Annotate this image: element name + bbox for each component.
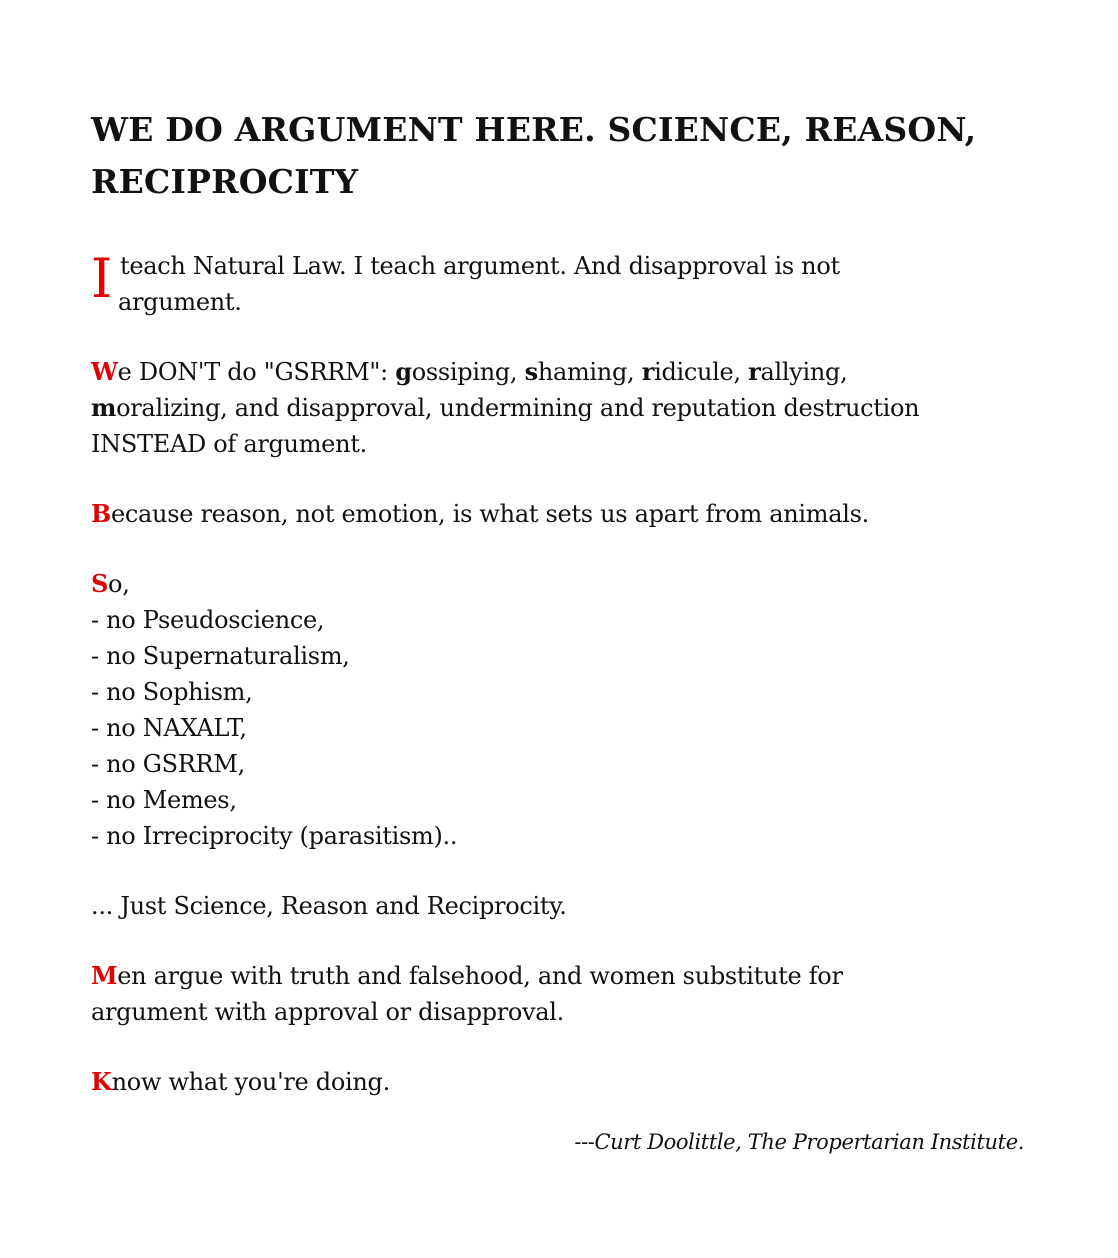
list-item: - no NAXALT,	[91, 714, 247, 742]
so-text: o,	[108, 570, 130, 598]
because-initial: B	[91, 499, 111, 528]
signature: ---Curt Doolittle, The Propertarian Institute.	[574, 1130, 1024, 1154]
drop-cap: I	[91, 247, 113, 310]
gsrrm-word-rallying: allying,	[760, 358, 848, 386]
gsrrm-word-shaming: haming,	[537, 358, 642, 386]
gsrrm-initial: W	[91, 357, 118, 386]
men-paragraph	[91, 958, 1031, 1030]
list-item: - no Supernaturalism,	[91, 642, 350, 670]
men-initial: M	[91, 961, 118, 990]
list-item: - no Irreciprocity (parasitism)..	[91, 822, 458, 850]
gsrrm-letter-r1: r	[641, 357, 655, 386]
document-page	[91, 104, 1031, 1100]
list-item: - no Memes,	[91, 786, 237, 814]
so-initial: S	[91, 569, 109, 598]
rules-list	[91, 602, 1031, 854]
gsrrm-paragraph	[91, 354, 1031, 462]
list-item: - no GSRRM,	[91, 750, 245, 778]
intro-line-1: teach Natural Law. I teach argument. And disapproval is not	[120, 252, 840, 280]
intro-line-2: argument.	[118, 288, 242, 316]
document-body	[91, 248, 1031, 1100]
know-initial: K	[91, 1067, 112, 1096]
know-paragraph	[91, 1064, 1031, 1100]
list-item: - no Sophism,	[91, 678, 253, 706]
know-text: now what you're doing.	[111, 1068, 390, 1096]
gsrrm-word-ridicule: idicule,	[654, 358, 749, 386]
gsrrm-letter-r2: r	[748, 357, 761, 386]
gsrrm-letter-m: m	[91, 393, 117, 422]
gsrrm-word-moralizing: oralizing, and disapproval, undermining and reputation destruction	[116, 394, 920, 422]
men-line-1: en argue with truth and falsehood, and women substitute for	[117, 962, 843, 990]
men-line-2: argument with approval or disapproval.	[91, 998, 565, 1026]
so-paragraph	[91, 566, 1031, 854]
because-paragraph	[91, 496, 1031, 532]
gsrrm-letter-g: g	[395, 357, 412, 386]
gsrrm-word-gossiping: ossiping,	[411, 358, 525, 386]
list-item: - no Pseudoscience,	[91, 606, 325, 634]
gsrrm-letter-s: s	[524, 357, 538, 386]
gsrrm-line-3: INSTEAD of argument.	[91, 430, 367, 458]
intro-paragraph	[91, 248, 1031, 320]
gsrrm-text: e DON'T do "GSRRM":	[117, 358, 396, 386]
page-title: WE DO ARGUMENT HERE. SCIENCE, REASON, RECIPROCITY	[91, 110, 977, 201]
because-text: ecause reason, not emotion, is what sets us apart from animals.	[111, 500, 869, 528]
just-paragraph: ... Just Science, Reason and Reciprocity.	[91, 892, 567, 920]
